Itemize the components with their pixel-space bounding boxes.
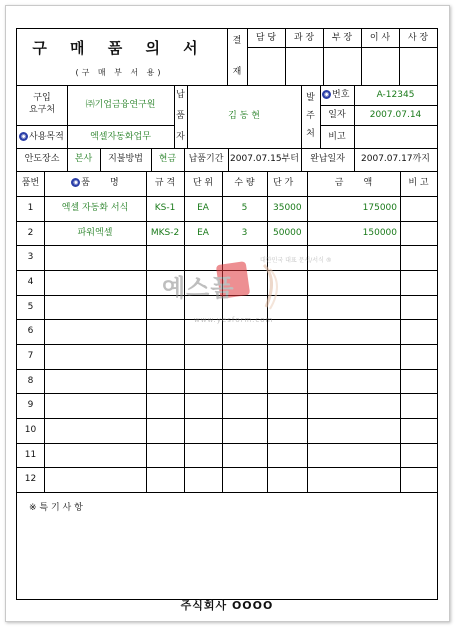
deliverer-name: 김 동 현 — [228, 111, 260, 121]
cell-item-name: 엑셀 자동화 서식 — [61, 203, 129, 213]
cell-item-no: 7 — [27, 351, 34, 362]
location-value: 본사 — [74, 154, 93, 164]
header-amount: 금 액 — [334, 178, 373, 188]
approval-role-staff: 담 당 — [255, 33, 277, 43]
requester-label-line2: 요구처 — [28, 105, 56, 115]
row-divider — [17, 245, 437, 246]
watermark-brand: 예스폼 — [162, 274, 235, 302]
cell-item-no: 11 — [24, 449, 37, 460]
circle-badge-icon: ◉ — [20, 133, 27, 140]
requester-value: ㈜기업금융연구원 — [85, 100, 156, 110]
cell-item-no: 9 — [27, 400, 34, 411]
order-label-char-1: 발 — [306, 93, 315, 103]
watermark-url: www.yesform.com — [194, 316, 274, 324]
header-item-name: 품 명 — [81, 178, 119, 188]
cell-item-no: 2 — [27, 227, 34, 238]
order-number-label-wrap — [322, 90, 349, 101]
header-unit-price: 단 가 — [273, 178, 294, 188]
order-date-label: 일자 — [328, 110, 346, 120]
row-divider — [17, 344, 437, 345]
purpose-label-wrap — [19, 132, 64, 143]
order-number-value: A-12345 — [376, 90, 415, 100]
approval-label-top: 결 — [232, 36, 242, 46]
cell-item-no: 12 — [24, 474, 37, 485]
approval-label-bottom: 재 — [232, 67, 242, 77]
cell-item-no: 6 — [27, 326, 34, 337]
circle-badge-icon: ◉ — [323, 91, 330, 98]
purpose-value: 엑셀자동화업무 — [90, 132, 151, 142]
order-date-value: 2007.07.14 — [369, 110, 422, 120]
cell-quantity: 3 — [241, 227, 248, 238]
approval-role-manager: 과 장 — [293, 33, 315, 43]
cell-item-no: 4 — [27, 277, 34, 287]
cell-item-no: 3 — [27, 252, 34, 263]
cell-amount: 150000 — [362, 227, 397, 238]
form-subtitle: (구 매 부 서 용) — [75, 68, 164, 77]
requester-label-line1: 구입 — [33, 93, 51, 103]
cell-item-name: 파워엑셀 — [77, 227, 113, 238]
order-number-label: 번호 — [332, 90, 350, 100]
watermark — [160, 255, 332, 335]
delivery-period-value: 2007.07.15부터 — [230, 154, 299, 164]
circle-badge-icon: ◉ — [73, 179, 79, 186]
deliverer-label-char-1: 납 — [176, 90, 185, 100]
cell-unit: EA — [197, 227, 209, 238]
cell-spec: KS-1 — [154, 203, 176, 213]
row-divider — [17, 369, 437, 370]
cell-item-no: 5 — [27, 301, 34, 312]
cell-item-no: 10 — [24, 425, 37, 436]
order-note-label: 비고 — [328, 132, 346, 142]
deliverer-label-char-2: 품 — [176, 111, 185, 121]
cell-unit: EA — [197, 203, 209, 213]
purpose-label: 사용목적 — [29, 132, 64, 142]
row-divider — [17, 221, 437, 222]
order-label-char-3: 처 — [306, 129, 315, 139]
row-divider — [17, 418, 437, 419]
header-item-name-wrap — [44, 178, 146, 189]
approval-role-president: 사 장 — [407, 33, 429, 43]
cell-unit-price: 50000 — [273, 227, 302, 238]
cell-amount: 175000 — [362, 203, 397, 213]
header-unit: 단 위 — [192, 178, 214, 188]
cell-unit-price: 35000 — [273, 203, 302, 213]
header-item-no: 품번 — [21, 178, 40, 188]
special-notes-label: ※ 특 기 사 항 — [29, 503, 83, 513]
row-divider — [17, 443, 437, 444]
payment-label: 지불방법 — [108, 154, 143, 164]
order-label-char-2: 주 — [306, 111, 315, 121]
cell-spec: MKS-2 — [150, 227, 180, 238]
watermark-tagline: 대한민국 대표 문서/서식 ® — [260, 257, 332, 264]
payment-value: 현금 — [158, 154, 177, 164]
header-remarks: 비 고 — [408, 178, 429, 188]
footer-company: 주식회사 OOOO — [180, 599, 274, 612]
header-spec: 규 격 — [154, 178, 176, 188]
cell-item-no: 8 — [27, 375, 34, 386]
cell-item-no: 1 — [27, 203, 34, 213]
form-title: 구 매 품 의 서 — [32, 39, 207, 57]
header-quantity: 수 량 — [234, 178, 255, 188]
location-label: 안도장소 — [24, 154, 60, 164]
approval-role-director: 이 사 — [369, 33, 391, 43]
completion-date-value: 2007.07.17까지 — [361, 154, 430, 164]
row-divider — [17, 492, 437, 493]
completion-date-label: 완납일자 — [310, 154, 345, 164]
row-divider — [17, 393, 437, 394]
deliverer-label-char-3: 자 — [176, 132, 185, 142]
delivery-period-label: 납품기간 — [188, 154, 224, 164]
row-divider — [17, 467, 437, 468]
approval-role-general-manager: 부 장 — [331, 33, 353, 43]
cell-quantity: 5 — [241, 203, 248, 213]
